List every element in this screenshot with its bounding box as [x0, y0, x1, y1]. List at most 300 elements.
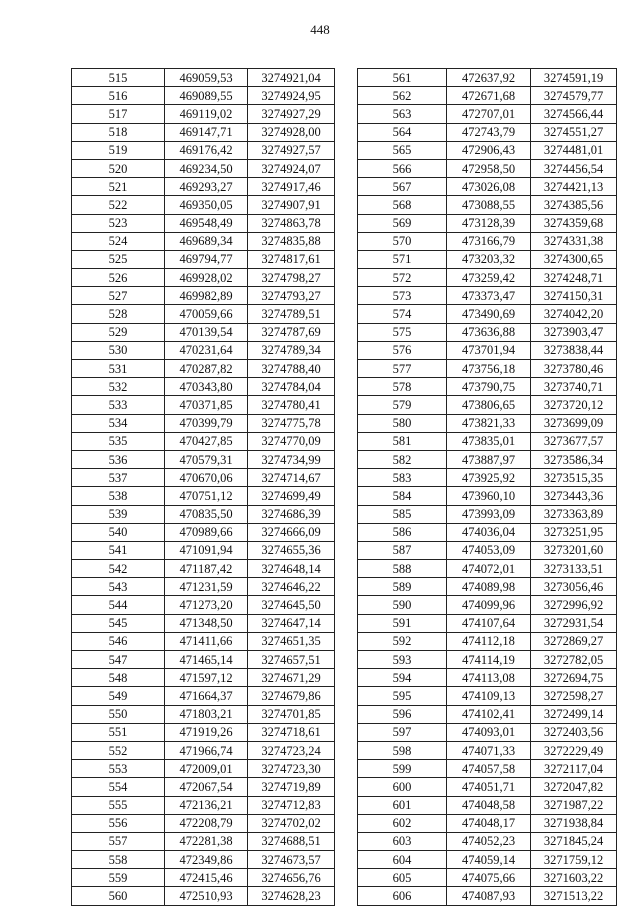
y-coordinate-cell: 3274712,83 [248, 796, 335, 814]
y-coordinate-cell: 3272996,92 [531, 596, 617, 614]
point-number-cell: 531 [72, 360, 165, 378]
x-coordinate-cell: 470670,06 [165, 469, 248, 487]
table-row [358, 505, 617, 523]
table-row [358, 269, 617, 287]
y-coordinate-cell: 3274714,67 [248, 469, 335, 487]
y-coordinate-cell: 3274579,77 [531, 87, 617, 105]
point-number-cell: 544 [72, 596, 165, 614]
table-row [358, 851, 617, 869]
y-coordinate-cell: 3274793,27 [248, 287, 335, 305]
point-number-cell: 606 [358, 887, 447, 905]
x-coordinate-cell: 469293,27 [165, 178, 248, 196]
x-coordinate-cell: 473259,42 [447, 269, 531, 287]
y-coordinate-cell: 3274655,36 [248, 541, 335, 559]
y-coordinate-cell: 3273720,12 [531, 396, 617, 414]
y-coordinate-cell: 3274042,20 [531, 305, 617, 323]
y-coordinate-cell: 3274679,86 [248, 687, 335, 705]
point-number-cell: 567 [358, 178, 447, 196]
table-row [358, 250, 617, 268]
point-number-cell: 535 [72, 432, 165, 450]
y-coordinate-cell: 3274927,57 [248, 141, 335, 159]
y-coordinate-cell: 3274924,07 [248, 159, 335, 177]
y-coordinate-cell: 3274686,39 [248, 505, 335, 523]
table-row [358, 869, 617, 887]
x-coordinate-cell: 473993,09 [447, 505, 531, 523]
y-coordinate-cell: 3274780,41 [248, 396, 335, 414]
table-row [358, 778, 617, 796]
y-coordinate-cell: 3273677,57 [531, 432, 617, 450]
y-coordinate-cell: 3274645,50 [248, 596, 335, 614]
x-coordinate-cell: 474052,23 [447, 832, 531, 850]
x-coordinate-cell: 473821,33 [447, 414, 531, 432]
y-coordinate-cell: 3271603,22 [531, 869, 617, 887]
table-row [72, 432, 335, 450]
x-coordinate-cell: 470989,66 [165, 523, 248, 541]
x-coordinate-cell: 471091,94 [165, 541, 248, 559]
x-coordinate-cell: 473373,47 [447, 287, 531, 305]
table-row [358, 723, 617, 741]
table-row [358, 614, 617, 632]
table-row [358, 469, 617, 487]
x-coordinate-cell: 469548,49 [165, 214, 248, 232]
table-row [358, 560, 617, 578]
x-coordinate-cell: 472208,79 [165, 814, 248, 832]
x-coordinate-cell: 471966,74 [165, 741, 248, 759]
table-row [358, 687, 617, 705]
x-coordinate-cell: 469689,34 [165, 232, 248, 250]
table-row [358, 887, 617, 905]
point-number-cell: 588 [358, 560, 447, 578]
x-coordinate-cell: 469350,05 [165, 196, 248, 214]
point-number-cell: 596 [358, 705, 447, 723]
y-coordinate-cell: 3274551,27 [531, 123, 617, 141]
x-coordinate-cell: 471803,21 [165, 705, 248, 723]
point-number-cell: 539 [72, 505, 165, 523]
table-row [358, 341, 617, 359]
point-number-cell: 553 [72, 760, 165, 778]
point-number-cell: 545 [72, 614, 165, 632]
table-row [72, 614, 335, 632]
x-coordinate-cell: 474059,14 [447, 851, 531, 869]
y-coordinate-cell: 3272047,82 [531, 778, 617, 796]
y-coordinate-cell: 3274928,00 [248, 123, 335, 141]
y-coordinate-cell: 3274699,49 [248, 487, 335, 505]
table-row [72, 269, 335, 287]
y-coordinate-cell: 3273780,46 [531, 360, 617, 378]
y-coordinate-cell: 3274456,54 [531, 159, 617, 177]
y-coordinate-cell: 3271759,12 [531, 851, 617, 869]
y-coordinate-cell: 3274657,51 [248, 651, 335, 669]
point-number-cell: 557 [72, 832, 165, 850]
point-number-cell: 566 [358, 159, 447, 177]
table-row [72, 196, 335, 214]
table-row [358, 287, 617, 305]
x-coordinate-cell: 472906,43 [447, 141, 531, 159]
y-coordinate-cell: 3271845,24 [531, 832, 617, 850]
point-number-cell: 585 [358, 505, 447, 523]
point-number-cell: 605 [358, 869, 447, 887]
x-coordinate-cell: 473960,10 [447, 487, 531, 505]
point-number-cell: 520 [72, 159, 165, 177]
point-number-cell: 587 [358, 541, 447, 559]
y-coordinate-cell: 3274787,69 [248, 323, 335, 341]
page-number: 448 [310, 22, 330, 37]
table-row [72, 578, 335, 596]
y-coordinate-cell: 3274723,24 [248, 741, 335, 759]
y-coordinate-cell: 3274385,56 [531, 196, 617, 214]
table-row [358, 196, 617, 214]
y-coordinate-cell: 3274671,29 [248, 669, 335, 687]
point-number-cell: 538 [72, 487, 165, 505]
y-coordinate-cell: 3272931,54 [531, 614, 617, 632]
y-coordinate-cell: 3274917,46 [248, 178, 335, 196]
y-coordinate-cell: 3274651,35 [248, 632, 335, 650]
x-coordinate-cell: 471465,14 [165, 651, 248, 669]
x-coordinate-cell: 472958,50 [447, 159, 531, 177]
table-row [72, 796, 335, 814]
table-row [72, 669, 335, 687]
x-coordinate-cell: 469059,53 [165, 69, 248, 87]
x-coordinate-cell: 471273,20 [165, 596, 248, 614]
y-coordinate-cell: 3272782,05 [531, 651, 617, 669]
x-coordinate-cell: 474112,18 [447, 632, 531, 650]
y-coordinate-cell: 3274701,85 [248, 705, 335, 723]
y-coordinate-cell: 3273201,60 [531, 541, 617, 559]
y-coordinate-cell: 3274924,95 [248, 87, 335, 105]
table-row [358, 796, 617, 814]
table-row [72, 887, 335, 905]
x-coordinate-cell: 473701,94 [447, 341, 531, 359]
table-row [72, 505, 335, 523]
x-coordinate-cell: 474075,66 [447, 869, 531, 887]
y-coordinate-cell: 3274907,91 [248, 196, 335, 214]
y-coordinate-cell: 3274421,13 [531, 178, 617, 196]
y-coordinate-cell: 3273133,51 [531, 560, 617, 578]
point-number-cell: 515 [72, 69, 165, 87]
table-row [358, 323, 617, 341]
x-coordinate-cell: 469147,71 [165, 123, 248, 141]
x-coordinate-cell: 472415,46 [165, 869, 248, 887]
coordinates-table-right [357, 68, 617, 906]
y-coordinate-cell: 3274718,61 [248, 723, 335, 741]
point-number-cell: 530 [72, 341, 165, 359]
x-coordinate-cell: 471919,26 [165, 723, 248, 741]
y-coordinate-cell: 3273699,09 [531, 414, 617, 432]
x-coordinate-cell: 474113,08 [447, 669, 531, 687]
table-row [72, 851, 335, 869]
table-row [72, 323, 335, 341]
point-number-cell: 599 [358, 760, 447, 778]
point-number-cell: 550 [72, 705, 165, 723]
point-number-cell: 565 [358, 141, 447, 159]
x-coordinate-cell: 473128,39 [447, 214, 531, 232]
point-number-cell: 595 [358, 687, 447, 705]
table-row [72, 487, 335, 505]
point-number-cell: 559 [72, 869, 165, 887]
point-number-cell: 554 [72, 778, 165, 796]
table-row [358, 141, 617, 159]
y-coordinate-cell: 3271938,84 [531, 814, 617, 832]
point-number-cell: 574 [358, 305, 447, 323]
x-coordinate-cell: 474051,71 [447, 778, 531, 796]
table-row [72, 105, 335, 123]
point-number-cell: 564 [358, 123, 447, 141]
point-number-cell: 534 [72, 414, 165, 432]
point-number-cell: 576 [358, 341, 447, 359]
y-coordinate-cell: 3274789,34 [248, 341, 335, 359]
point-number-cell: 570 [358, 232, 447, 250]
table-row [358, 651, 617, 669]
y-coordinate-cell: 3274648,14 [248, 560, 335, 578]
table-row [72, 360, 335, 378]
x-coordinate-cell: 469928,02 [165, 269, 248, 287]
point-number-cell: 543 [72, 578, 165, 596]
point-number-cell: 540 [72, 523, 165, 541]
table-row [358, 814, 617, 832]
table-row [72, 87, 335, 105]
table-row [358, 414, 617, 432]
x-coordinate-cell: 471187,42 [165, 560, 248, 578]
table-row [358, 105, 617, 123]
y-coordinate-cell: 3272403,56 [531, 723, 617, 741]
y-coordinate-cell: 3274673,57 [248, 851, 335, 869]
table-row [358, 578, 617, 596]
point-number-cell: 529 [72, 323, 165, 341]
x-coordinate-cell: 473203,32 [447, 250, 531, 268]
point-number-cell: 549 [72, 687, 165, 705]
y-coordinate-cell: 3274788,40 [248, 360, 335, 378]
point-number-cell: 521 [72, 178, 165, 196]
table-row [72, 69, 335, 87]
table-row [72, 705, 335, 723]
x-coordinate-cell: 472349,86 [165, 851, 248, 869]
x-coordinate-cell: 473166,79 [447, 232, 531, 250]
x-coordinate-cell: 471231,59 [165, 578, 248, 596]
point-number-cell: 522 [72, 196, 165, 214]
point-number-cell: 541 [72, 541, 165, 559]
x-coordinate-cell: 474048,17 [447, 814, 531, 832]
point-number-cell: 578 [358, 378, 447, 396]
y-coordinate-cell: 3274798,27 [248, 269, 335, 287]
x-coordinate-cell: 472067,54 [165, 778, 248, 796]
y-coordinate-cell: 3274331,38 [531, 232, 617, 250]
point-number-cell: 518 [72, 123, 165, 141]
y-coordinate-cell: 3274927,29 [248, 105, 335, 123]
point-number-cell: 590 [358, 596, 447, 614]
y-coordinate-cell: 3272229,49 [531, 741, 617, 759]
point-number-cell: 533 [72, 396, 165, 414]
point-number-cell: 582 [358, 450, 447, 468]
table-row [72, 814, 335, 832]
x-coordinate-cell: 473026,08 [447, 178, 531, 196]
point-number-cell: 525 [72, 250, 165, 268]
x-coordinate-cell: 473490,69 [447, 305, 531, 323]
x-coordinate-cell: 472136,21 [165, 796, 248, 814]
y-coordinate-cell: 3274734,99 [248, 450, 335, 468]
table-row [358, 450, 617, 468]
point-number-cell: 562 [358, 87, 447, 105]
point-number-cell: 519 [72, 141, 165, 159]
table-row [358, 487, 617, 505]
y-coordinate-cell: 3274835,88 [248, 232, 335, 250]
point-number-cell: 548 [72, 669, 165, 687]
y-coordinate-cell: 3274300,65 [531, 250, 617, 268]
point-number-cell: 584 [358, 487, 447, 505]
y-coordinate-cell: 3274702,02 [248, 814, 335, 832]
y-coordinate-cell: 3274628,23 [248, 887, 335, 905]
point-number-cell: 579 [358, 396, 447, 414]
table-row [72, 832, 335, 850]
point-number-cell: 569 [358, 214, 447, 232]
table-row [72, 378, 335, 396]
table-row [72, 687, 335, 705]
y-coordinate-cell: 3274817,61 [248, 250, 335, 268]
point-number-cell: 560 [72, 887, 165, 905]
table-row [72, 141, 335, 159]
y-coordinate-cell: 3274566,44 [531, 105, 617, 123]
x-coordinate-cell: 473887,97 [447, 450, 531, 468]
point-number-cell: 603 [358, 832, 447, 850]
y-coordinate-cell: 3273740,71 [531, 378, 617, 396]
y-coordinate-cell: 3274646,22 [248, 578, 335, 596]
x-coordinate-cell: 473088,55 [447, 196, 531, 214]
y-coordinate-cell: 3271987,22 [531, 796, 617, 814]
table-row [72, 560, 335, 578]
x-coordinate-cell: 471348,50 [165, 614, 248, 632]
y-coordinate-cell: 3272694,75 [531, 669, 617, 687]
y-coordinate-cell: 3274359,68 [531, 214, 617, 232]
x-coordinate-cell: 471597,12 [165, 669, 248, 687]
table-row [358, 232, 617, 250]
table-row [358, 541, 617, 559]
point-number-cell: 580 [358, 414, 447, 432]
point-number-cell: 561 [358, 69, 447, 87]
x-coordinate-cell: 469176,42 [165, 141, 248, 159]
point-number-cell: 546 [72, 632, 165, 650]
x-coordinate-cell: 470427,85 [165, 432, 248, 450]
y-coordinate-cell: 3274150,31 [531, 287, 617, 305]
y-coordinate-cell: 3273586,34 [531, 450, 617, 468]
y-coordinate-cell: 3274921,04 [248, 69, 335, 87]
x-coordinate-cell: 472671,68 [447, 87, 531, 105]
table-row [358, 741, 617, 759]
table-row [358, 123, 617, 141]
y-coordinate-cell: 3272117,04 [531, 760, 617, 778]
x-coordinate-cell: 472009,01 [165, 760, 248, 778]
table-row [72, 250, 335, 268]
x-coordinate-cell: 470751,12 [165, 487, 248, 505]
point-number-cell: 555 [72, 796, 165, 814]
table-row [358, 705, 617, 723]
table-row [72, 178, 335, 196]
table-row [358, 159, 617, 177]
y-coordinate-cell: 3274656,76 [248, 869, 335, 887]
x-coordinate-cell: 474089,98 [447, 578, 531, 596]
point-number-cell: 547 [72, 651, 165, 669]
table-row [72, 123, 335, 141]
y-coordinate-cell: 3274863,78 [248, 214, 335, 232]
table-row [358, 523, 617, 541]
point-number-cell: 542 [72, 560, 165, 578]
x-coordinate-cell: 474072,01 [447, 560, 531, 578]
x-coordinate-cell: 470371,85 [165, 396, 248, 414]
table-row [358, 69, 617, 87]
point-number-cell: 597 [358, 723, 447, 741]
x-coordinate-cell: 470399,79 [165, 414, 248, 432]
point-number-cell: 536 [72, 450, 165, 468]
x-coordinate-cell: 474048,58 [447, 796, 531, 814]
y-coordinate-cell: 3273056,46 [531, 578, 617, 596]
y-coordinate-cell: 3274666,09 [248, 523, 335, 541]
x-coordinate-cell: 473925,92 [447, 469, 531, 487]
x-coordinate-cell: 469794,77 [165, 250, 248, 268]
y-coordinate-cell: 3274647,14 [248, 614, 335, 632]
y-coordinate-cell: 3273903,47 [531, 323, 617, 341]
table-row [72, 469, 335, 487]
point-number-cell: 577 [358, 360, 447, 378]
point-number-cell: 568 [358, 196, 447, 214]
y-coordinate-cell: 3272499,14 [531, 705, 617, 723]
y-coordinate-cell: 3273363,89 [531, 505, 617, 523]
x-coordinate-cell: 470059,66 [165, 305, 248, 323]
point-number-cell: 591 [358, 614, 447, 632]
x-coordinate-cell: 473835,01 [447, 432, 531, 450]
point-number-cell: 556 [72, 814, 165, 832]
y-coordinate-cell: 3274770,09 [248, 432, 335, 450]
y-coordinate-cell: 3274481,01 [531, 141, 617, 159]
x-coordinate-cell: 474102,41 [447, 705, 531, 723]
x-coordinate-cell: 469089,55 [165, 87, 248, 105]
x-coordinate-cell: 474093,01 [447, 723, 531, 741]
x-coordinate-cell: 474053,09 [447, 541, 531, 559]
y-coordinate-cell: 3271513,22 [531, 887, 617, 905]
x-coordinate-cell: 474057,58 [447, 760, 531, 778]
table-row [72, 760, 335, 778]
y-coordinate-cell: 3273443,36 [531, 487, 617, 505]
x-coordinate-cell: 474099,96 [447, 596, 531, 614]
coordinates-table-left [71, 68, 335, 906]
point-number-cell: 572 [358, 269, 447, 287]
table-row [72, 596, 335, 614]
point-number-cell: 581 [358, 432, 447, 450]
point-number-cell: 527 [72, 287, 165, 305]
x-coordinate-cell: 473756,18 [447, 360, 531, 378]
point-number-cell: 594 [358, 669, 447, 687]
table-row [358, 360, 617, 378]
point-number-cell: 575 [358, 323, 447, 341]
x-coordinate-cell: 472707,01 [447, 105, 531, 123]
table-row [358, 632, 617, 650]
x-coordinate-cell: 473806,65 [447, 396, 531, 414]
y-coordinate-cell: 3274688,51 [248, 832, 335, 850]
y-coordinate-cell: 3272598,27 [531, 687, 617, 705]
point-number-cell: 600 [358, 778, 447, 796]
point-number-cell: 586 [358, 523, 447, 541]
table-row [72, 414, 335, 432]
point-number-cell: 558 [72, 851, 165, 869]
y-coordinate-cell: 3273251,95 [531, 523, 617, 541]
table-row [72, 723, 335, 741]
x-coordinate-cell: 471411,66 [165, 632, 248, 650]
point-number-cell: 551 [72, 723, 165, 741]
table-row [72, 341, 335, 359]
table-row [358, 396, 617, 414]
table-row [358, 214, 617, 232]
x-coordinate-cell: 469982,89 [165, 287, 248, 305]
table-row [72, 541, 335, 559]
x-coordinate-cell: 470139,54 [165, 323, 248, 341]
point-number-cell: 523 [72, 214, 165, 232]
